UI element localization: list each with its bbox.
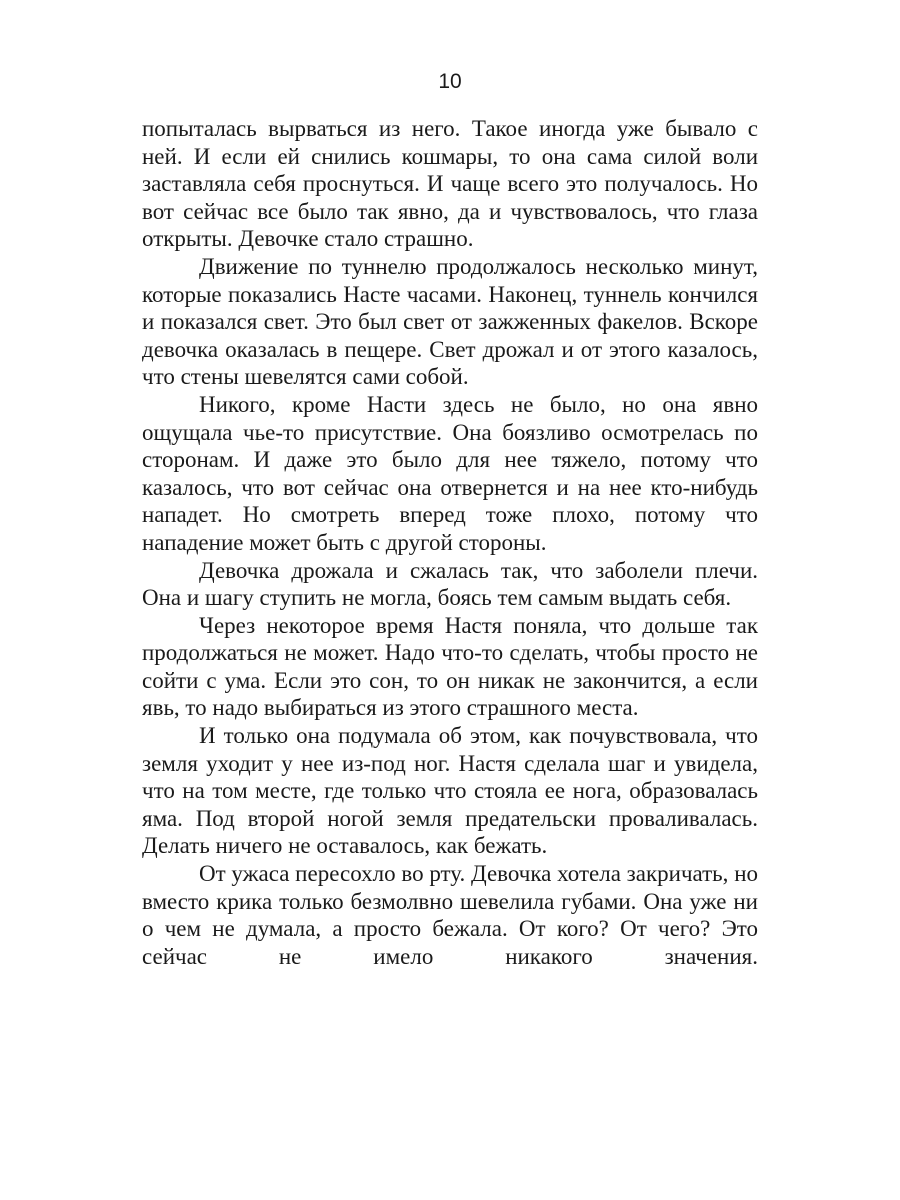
page-number: 10 [438, 70, 462, 93]
paragraph: Девочка дрожала и сжалась так, что заболели плечи. Она и шагу ступить не могла, боясь тем самым выдать себя. [142, 557, 758, 611]
paragraph: Через некоторое время Настя поняла, что дольше так продолжаться не может. Надо что-то сделать, чтобы просто не сойти с ума. Если это сон, то он никак не закончится, а если явь, то надо выбираться из этого страшного места. [142, 612, 758, 721]
paragraph: Никого, кроме Насти здесь не было, но она явно ощущала чье-то присутствие. Она боязливо осмотрелась по сторонам. И даже это было для нее тяжело, потому что казалось, что вот сейчас она отвернется и на нее кто-нибудь нападет. Но смотреть вперед тоже плохо, потому что нападение может быть с другой стороны. [142, 391, 758, 555]
paragraph: И только она подумала об этом, как почувствовала, что земля уходит у нее из-под ног. Настя сделала шаг и увидела, что на том месте, где только что стояла ее нога, образовалась яма. Под второй ногой земля предательски проваливалась. Делать ничего не оставалось, как бежать. [142, 723, 758, 859]
paragraph: попыталась вырваться из него. Такое иногда уже бывало с ней. И если ей снились кошмары, то она сама силой воли заставляла себя проснуться. И чаще всего это получалось. Но вот сейчас все было так явно, да и чувствовалось, что глаза открыты. Девочке стало страшно. [142, 116, 758, 252]
page-text [142, 115, 758, 970]
paragraph: Движение по туннелю продолжалось несколько минут, которые показались Насте часами. Наконец, туннель кончился и показался свет. Это был свет от зажженных факелов. Вскоре девочка оказалась в пещере. Свет дрожал и от этого казалось, что стены шевелятся сами собой. [142, 253, 758, 390]
paragraph: От ужаса пересохло во рту. Девочка хотела закричать, но вместо крика только безмолвно шевелила губами. Она уже ни о чем не думала, а просто бежала. От кого? От чего? Это сейчас не имело никакого значения. [142, 861, 758, 969]
